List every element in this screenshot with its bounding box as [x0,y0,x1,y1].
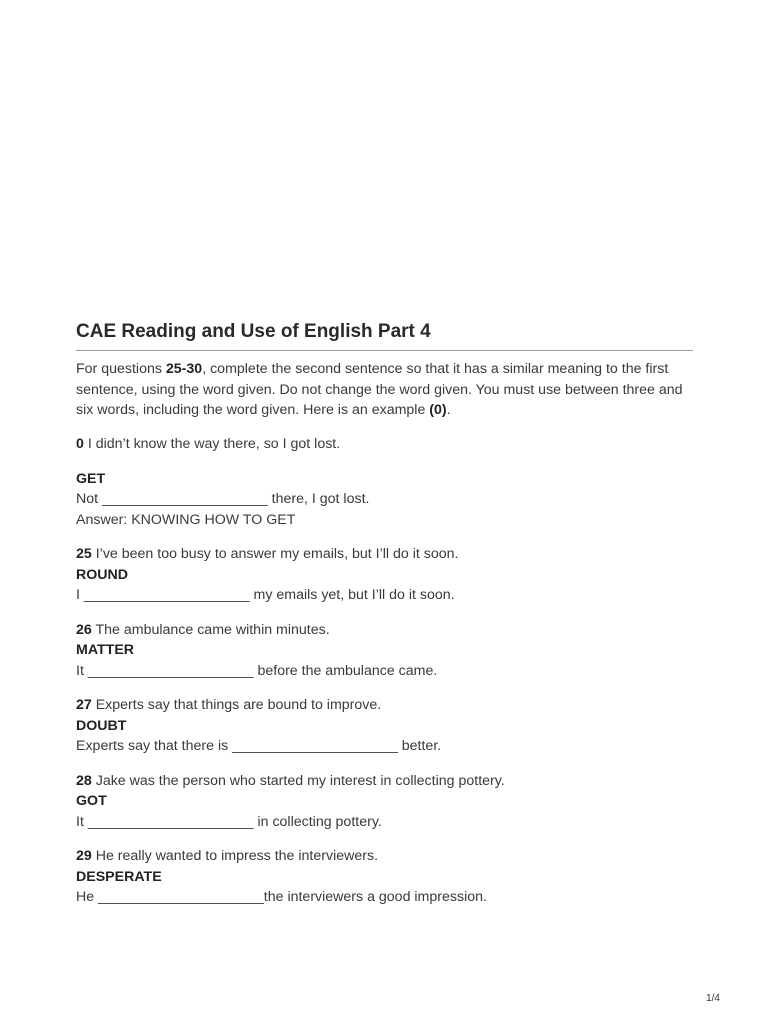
question-sentence [76,695,693,716]
question-29 [76,846,693,908]
question-text: He really wanted to impress the interviewers. [91,848,379,864]
question-gapped-sentence: He _____________________the interviewers a good impression. [76,889,487,905]
instructions-suffix: . [446,402,451,418]
question-gapped-sentence: It _____________________ before the ambulance came. [76,662,438,679]
instructions [76,359,693,421]
question-number: 26 [76,621,92,638]
question-sentence [76,771,693,792]
example-sentence [76,434,693,454]
question-keyword: GOT [76,793,107,809]
question-gapped-sentence: It _____________________ in collecting pottery. [76,813,382,830]
question-keyword: MATTER [76,642,135,658]
question-text: The ambulance came within minutes. [91,621,330,638]
example-answer: Answer: KNOWING HOW TO GET [76,511,296,528]
example-reference: (0) [429,402,447,418]
question-28 [76,771,693,833]
question-gapped-sentence: Experts say that there is _____________________ better. [76,738,442,754]
question-number: 29 [76,848,92,864]
question-sentence [76,846,693,867]
example-text: I didn’t know the way there, so I got lost. [83,435,341,452]
question-number: 25 [76,546,92,562]
example-keyword: GET [76,470,106,487]
question-keyword: DOUBT [76,717,127,734]
question-number: 28 [76,772,92,789]
question-27 [76,695,693,757]
example-block [76,469,693,531]
question-gapped-sentence: I _____________________ my emails yet, but I’ll do it soon. [76,587,455,603]
question-range: 25-30 [165,361,203,377]
question-26 [76,620,693,682]
page-indicator: 1/4 [706,993,720,1004]
example-gapped-sentence: Not _____________________ there, I got lost. [76,491,370,507]
question-text: Jake was the person who started my interest in collecting pottery. [91,772,505,789]
question-keyword: DESPERATE [76,868,162,885]
question-keyword: ROUND [76,566,129,583]
question-sentence [76,544,693,565]
question-text: Experts say that things are bound to improve. [91,697,382,713]
question-number: 27 [76,697,92,713]
instructions-prefix: For questions [76,361,166,377]
page-title: CAE Reading and Use of English Part 4 [76,320,693,351]
question-25 [76,544,693,606]
question-sentence [76,620,693,641]
question-text: I’ve been too busy to answer my emails, but I’ll do it soon. [91,546,459,562]
example-number: 0 [76,435,84,452]
instructions-body: , complete the second sentence so that it has a similar meaning to the first sentence, using the word given. Do not change the word given. You must use between three and six words, including the word given. Here is an example [76,361,683,418]
worksheet [76,320,693,908]
